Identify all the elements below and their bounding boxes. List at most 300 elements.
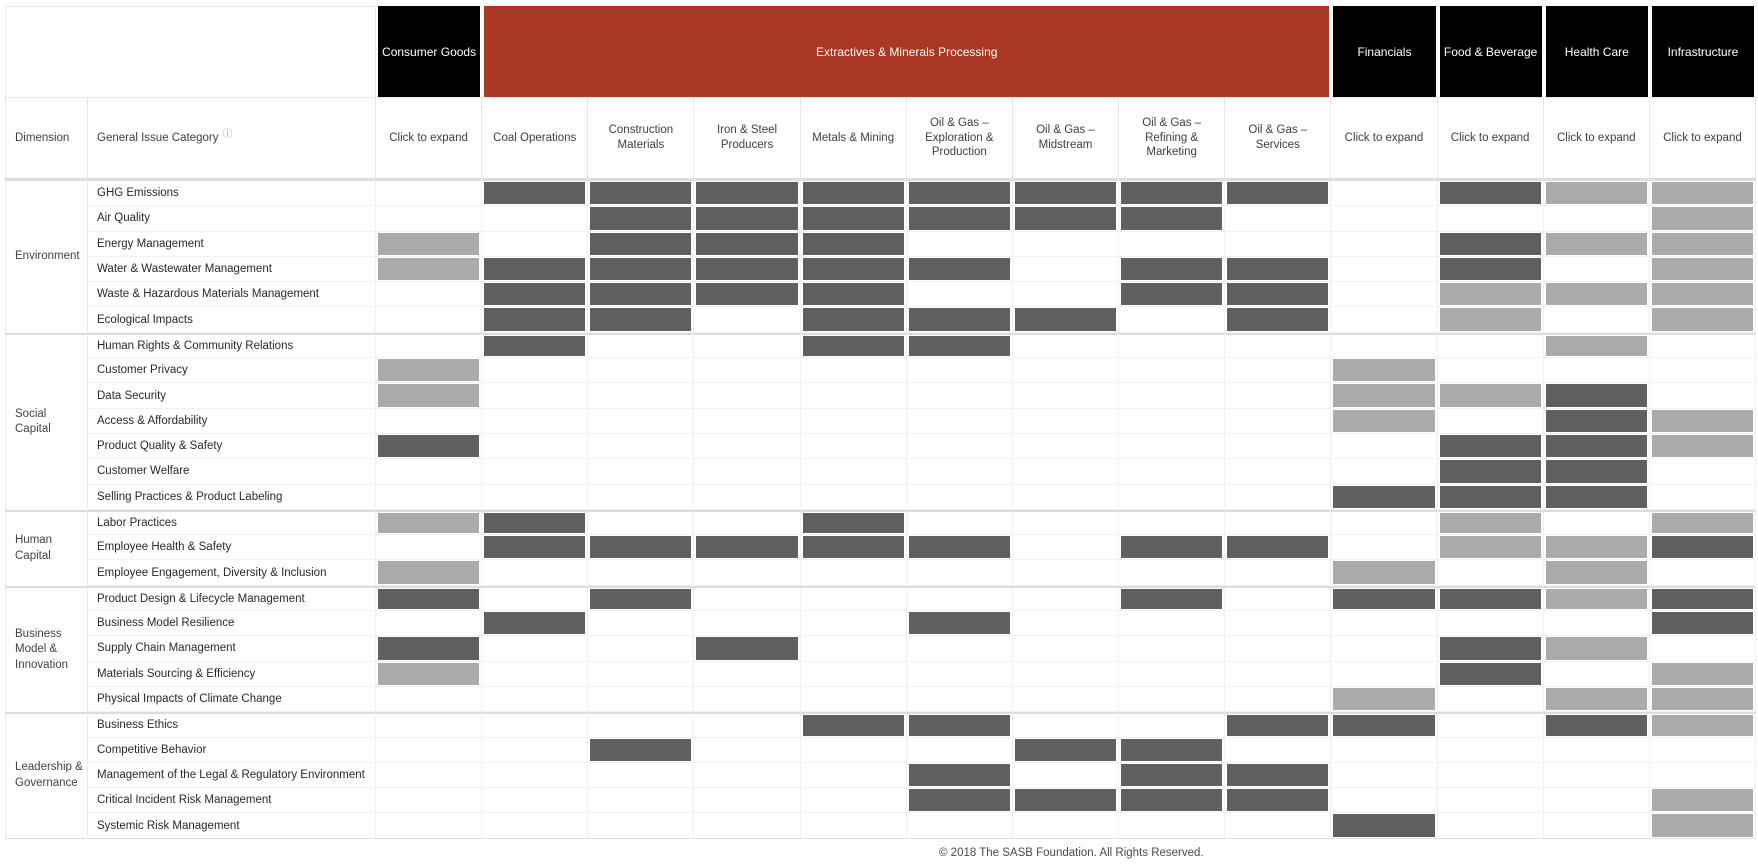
category-cell-competitive-behavior: Competitive Behavior bbox=[88, 738, 376, 763]
matrix-cell bbox=[1331, 535, 1437, 560]
matrix-cell bbox=[1331, 307, 1437, 332]
matrix-cell bbox=[588, 712, 694, 737]
matrix-cell-dark bbox=[588, 257, 694, 282]
dark-fill bbox=[1227, 182, 1328, 204]
matrix-cell-dark bbox=[907, 788, 1013, 813]
matrix-cell-dark bbox=[801, 232, 907, 257]
matrix-cell bbox=[801, 636, 907, 661]
dark-fill bbox=[590, 207, 691, 229]
dimension-cell-social-capital: Social Capital bbox=[5, 333, 88, 510]
matrix-cell bbox=[376, 763, 482, 788]
matrix-cell-light bbox=[1438, 383, 1544, 408]
column-header-coal-operations: Coal Operations bbox=[482, 97, 588, 181]
matrix-cell bbox=[694, 611, 800, 636]
matrix-cell-light bbox=[1438, 307, 1544, 332]
dark-fill bbox=[1440, 663, 1541, 685]
matrix-cell bbox=[1119, 687, 1225, 712]
matrix-cell-dark bbox=[1225, 763, 1331, 788]
matrix-cell-dark bbox=[1544, 409, 1650, 434]
matrix-cell bbox=[588, 662, 694, 687]
matrix-cell-dark bbox=[1650, 586, 1756, 611]
light-fill bbox=[1652, 688, 1753, 710]
matrix-cell bbox=[482, 662, 588, 687]
dark-fill bbox=[909, 789, 1010, 811]
matrix-cell bbox=[376, 485, 482, 510]
matrix-cell bbox=[694, 662, 800, 687]
column-header-oil-gas-refining-marketing: Oil & Gas – Refining & Marketing bbox=[1119, 97, 1225, 181]
matrix-cell bbox=[1331, 434, 1437, 459]
sector-header-consumer-goods[interactable]: Consumer Goods bbox=[378, 6, 480, 97]
matrix-cell bbox=[1013, 813, 1119, 838]
matrix-cell-light bbox=[1438, 535, 1544, 560]
matrix-cell bbox=[1331, 232, 1437, 257]
category-cell-business-ethics: Business Ethics bbox=[88, 712, 376, 737]
matrix-cell bbox=[1544, 510, 1650, 535]
matrix-cell bbox=[907, 282, 1013, 307]
light-fill bbox=[1652, 233, 1753, 255]
dark-fill bbox=[1121, 182, 1222, 204]
dark-fill bbox=[696, 182, 797, 204]
matrix-cell bbox=[1013, 485, 1119, 510]
matrix-cell-dark bbox=[1438, 257, 1544, 282]
matrix-cell bbox=[801, 409, 907, 434]
matrix-cell-dark bbox=[1438, 586, 1544, 611]
dark-fill bbox=[803, 536, 904, 558]
matrix-cell bbox=[1013, 459, 1119, 484]
matrix-cell bbox=[801, 611, 907, 636]
matrix-cell-dark bbox=[1013, 307, 1119, 332]
matrix-cell bbox=[1013, 586, 1119, 611]
matrix-cell-dark bbox=[482, 510, 588, 535]
dark-fill bbox=[803, 207, 904, 229]
category-cell-access-affordability: Access & Affordability bbox=[88, 409, 376, 434]
matrix-cell bbox=[1331, 181, 1437, 206]
matrix-cell bbox=[376, 813, 482, 838]
matrix-cell bbox=[1331, 788, 1437, 813]
matrix-cell-light bbox=[1650, 510, 1756, 535]
matrix-cell bbox=[694, 510, 800, 535]
materiality-map bbox=[5, 6, 1756, 839]
matrix-cell-dark bbox=[907, 333, 1013, 358]
matrix-cell-dark bbox=[694, 636, 800, 661]
matrix-cell bbox=[1438, 358, 1544, 383]
matrix-cell-dark bbox=[1119, 788, 1225, 813]
matrix-cell bbox=[907, 738, 1013, 763]
category-cell-business-model-resilience: Business Model Resilience bbox=[88, 611, 376, 636]
matrix-cell bbox=[1225, 409, 1331, 434]
dark-fill bbox=[1333, 814, 1434, 836]
column-header-construction-materials: Construction Materials bbox=[588, 97, 694, 181]
light-fill bbox=[1652, 789, 1753, 811]
matrix-cell bbox=[1331, 611, 1437, 636]
dark-fill bbox=[1440, 460, 1541, 482]
matrix-cell-dark bbox=[1544, 712, 1650, 737]
matrix-cell bbox=[1013, 510, 1119, 535]
matrix-cell bbox=[1119, 434, 1225, 459]
dark-fill bbox=[909, 612, 1010, 634]
matrix-cell-dark bbox=[376, 586, 482, 611]
matrix-cell-dark bbox=[1438, 232, 1544, 257]
matrix-cell-dark bbox=[1650, 611, 1756, 636]
column-header-iron-steel-producers: Iron & Steel Producers bbox=[694, 97, 800, 181]
matrix-cell bbox=[1438, 687, 1544, 712]
light-fill bbox=[1333, 359, 1434, 381]
matrix-cell bbox=[1544, 738, 1650, 763]
matrix-cell bbox=[588, 333, 694, 358]
matrix-cell bbox=[1225, 485, 1331, 510]
light-fill bbox=[1652, 435, 1753, 457]
matrix-cell bbox=[1013, 636, 1119, 661]
matrix-cell bbox=[1331, 763, 1437, 788]
matrix-cell bbox=[1650, 383, 1756, 408]
dark-fill bbox=[378, 589, 479, 609]
matrix-cell bbox=[907, 434, 1013, 459]
matrix-cell bbox=[1225, 459, 1331, 484]
matrix-cell-light bbox=[1650, 434, 1756, 459]
sector-header-food-beverage[interactable]: Food & Beverage bbox=[1440, 6, 1542, 97]
dark-fill bbox=[1121, 789, 1222, 811]
matrix-cell-light bbox=[1650, 232, 1756, 257]
matrix-cell-dark bbox=[1225, 181, 1331, 206]
matrix-cell bbox=[1225, 358, 1331, 383]
dark-fill bbox=[1121, 283, 1222, 305]
matrix-cell-light bbox=[376, 383, 482, 408]
matrix-cell-dark bbox=[907, 307, 1013, 332]
dark-fill bbox=[803, 182, 904, 204]
category-cell-water-wastewater-management: Water & Wastewater Management bbox=[88, 257, 376, 282]
matrix-cell bbox=[1544, 662, 1650, 687]
matrix-cell bbox=[482, 560, 588, 585]
matrix-cell-dark bbox=[1119, 181, 1225, 206]
matrix-cell bbox=[694, 712, 800, 737]
light-fill bbox=[1546, 589, 1647, 609]
dark-fill bbox=[1015, 182, 1116, 204]
dark-fill bbox=[803, 715, 904, 735]
matrix-cell bbox=[1013, 611, 1119, 636]
matrix-cell-light bbox=[376, 232, 482, 257]
matrix-cell bbox=[1544, 788, 1650, 813]
category-cell-labor-practices: Labor Practices bbox=[88, 510, 376, 535]
matrix-cell bbox=[1225, 738, 1331, 763]
matrix-cell bbox=[1331, 282, 1437, 307]
matrix-cell-dark bbox=[588, 282, 694, 307]
matrix-cell-light bbox=[1331, 687, 1437, 712]
light-fill bbox=[1546, 536, 1647, 558]
matrix-cell bbox=[1225, 510, 1331, 535]
dark-fill bbox=[909, 308, 1010, 330]
category-cell-ecological-impacts: Ecological Impacts bbox=[88, 307, 376, 332]
matrix-cell-dark bbox=[1225, 712, 1331, 737]
dark-fill bbox=[1546, 486, 1647, 508]
matrix-cell bbox=[801, 459, 907, 484]
matrix-cell bbox=[482, 636, 588, 661]
expand-column-financials[interactable]: Click to expand bbox=[1331, 97, 1437, 181]
matrix-cell-light bbox=[1544, 232, 1650, 257]
light-fill bbox=[378, 561, 479, 583]
dark-fill bbox=[378, 435, 479, 457]
matrix-cell-dark bbox=[1225, 788, 1331, 813]
matrix-cell bbox=[1438, 560, 1544, 585]
category-header bbox=[88, 97, 376, 181]
matrix-cell-dark bbox=[1438, 662, 1544, 687]
matrix-cell bbox=[1225, 434, 1331, 459]
light-fill bbox=[1546, 336, 1647, 356]
matrix-cell bbox=[801, 560, 907, 585]
matrix-cell-dark bbox=[376, 636, 482, 661]
matrix-cell bbox=[1438, 813, 1544, 838]
dark-fill bbox=[484, 536, 585, 558]
matrix-cell bbox=[376, 535, 482, 560]
dark-fill bbox=[484, 258, 585, 280]
matrix-cell-dark bbox=[588, 206, 694, 231]
matrix-cell bbox=[1438, 333, 1544, 358]
dark-fill bbox=[1440, 182, 1541, 204]
light-fill bbox=[1546, 283, 1647, 305]
light-fill bbox=[1652, 283, 1753, 305]
matrix-cell bbox=[694, 459, 800, 484]
dark-fill bbox=[590, 308, 691, 330]
dark-fill bbox=[1121, 207, 1222, 229]
dark-fill bbox=[1227, 764, 1328, 786]
matrix-cell bbox=[1650, 560, 1756, 585]
matrix-cell bbox=[1225, 232, 1331, 257]
matrix-cell-dark bbox=[1225, 535, 1331, 560]
dark-fill bbox=[1333, 486, 1434, 508]
dark-fill bbox=[1121, 536, 1222, 558]
expand-column-consumer-goods[interactable]: Click to expand bbox=[376, 97, 482, 181]
matrix-cell-dark bbox=[588, 535, 694, 560]
dark-fill bbox=[1227, 536, 1328, 558]
matrix-cell bbox=[482, 358, 588, 383]
matrix-cell-dark bbox=[801, 282, 907, 307]
matrix-cell-dark bbox=[1225, 282, 1331, 307]
copyright: © 2018 The SASB Foundation. All Rights Reserved. bbox=[939, 847, 1204, 859]
dark-fill bbox=[1015, 207, 1116, 229]
light-fill bbox=[1546, 561, 1647, 583]
light-fill bbox=[1440, 513, 1541, 533]
matrix-cell-light bbox=[1544, 687, 1650, 712]
matrix-cell-dark bbox=[1331, 586, 1437, 611]
matrix-cell-dark bbox=[1331, 712, 1437, 737]
matrix-cell bbox=[801, 485, 907, 510]
matrix-cell-dark bbox=[1119, 535, 1225, 560]
dark-fill bbox=[909, 207, 1010, 229]
matrix-cell-light bbox=[1331, 409, 1437, 434]
sector-header-extractives-minerals-processing[interactable]: Extractives & Minerals Processing bbox=[484, 6, 1329, 97]
matrix-cell bbox=[1013, 333, 1119, 358]
matrix-cell bbox=[694, 434, 800, 459]
dark-fill bbox=[590, 739, 691, 761]
materiality-grid bbox=[5, 6, 1756, 839]
matrix-cell-dark bbox=[1544, 485, 1650, 510]
expand-column-health-care[interactable]: Click to expand bbox=[1544, 97, 1650, 181]
light-fill bbox=[1652, 663, 1753, 685]
light-fill bbox=[1440, 308, 1541, 330]
category-cell-systemic-risk-management: Systemic Risk Management bbox=[88, 813, 376, 838]
matrix-cell bbox=[588, 788, 694, 813]
matrix-cell-dark bbox=[907, 611, 1013, 636]
dark-fill bbox=[1652, 612, 1753, 634]
matrix-cell-dark bbox=[907, 535, 1013, 560]
matrix-cell-dark bbox=[1544, 459, 1650, 484]
matrix-cell-dark bbox=[376, 434, 482, 459]
matrix-cell bbox=[694, 333, 800, 358]
matrix-cell bbox=[1331, 738, 1437, 763]
sector-header-financials[interactable]: Financials bbox=[1333, 6, 1435, 97]
matrix-cell-light bbox=[1544, 586, 1650, 611]
dark-fill bbox=[803, 258, 904, 280]
matrix-cell bbox=[1225, 383, 1331, 408]
matrix-cell bbox=[1650, 358, 1756, 383]
matrix-cell bbox=[482, 813, 588, 838]
matrix-cell bbox=[1013, 358, 1119, 383]
matrix-cell-dark bbox=[588, 586, 694, 611]
matrix-cell-dark bbox=[482, 611, 588, 636]
dark-fill bbox=[1546, 715, 1647, 735]
dark-fill bbox=[1121, 739, 1222, 761]
matrix-cell bbox=[1225, 813, 1331, 838]
matrix-cell-dark bbox=[1225, 257, 1331, 282]
light-fill bbox=[1652, 207, 1753, 229]
matrix-cell-dark bbox=[482, 181, 588, 206]
matrix-cell bbox=[1438, 206, 1544, 231]
matrix-cell-dark bbox=[801, 333, 907, 358]
dark-fill bbox=[696, 233, 797, 255]
matrix-cell bbox=[1331, 333, 1437, 358]
dark-fill bbox=[1440, 435, 1541, 457]
light-fill bbox=[378, 513, 479, 533]
sector-header-health-care[interactable]: Health Care bbox=[1546, 6, 1648, 97]
table-corner bbox=[5, 6, 376, 97]
matrix-cell-light bbox=[1331, 383, 1437, 408]
matrix-cell bbox=[1013, 282, 1119, 307]
matrix-cell bbox=[1650, 763, 1756, 788]
dark-fill bbox=[590, 182, 691, 204]
matrix-cell bbox=[694, 358, 800, 383]
matrix-cell bbox=[907, 687, 1013, 712]
matrix-cell bbox=[801, 738, 907, 763]
light-fill bbox=[1652, 410, 1753, 432]
matrix-cell-light bbox=[1650, 282, 1756, 307]
category-cell-management-of-the-legal-regulatory-environment: Management of the Legal & Regulatory Environment bbox=[88, 763, 376, 788]
dark-fill bbox=[1121, 258, 1222, 280]
matrix-cell bbox=[376, 409, 482, 434]
matrix-cell bbox=[1438, 788, 1544, 813]
matrix-cell bbox=[1438, 611, 1544, 636]
category-header-label: General Issue Category bbox=[97, 131, 219, 144]
matrix-cell bbox=[1331, 459, 1437, 484]
category-cell-supply-chain-management: Supply Chain Management bbox=[88, 636, 376, 661]
matrix-cell-light bbox=[1544, 560, 1650, 585]
matrix-cell-dark bbox=[1438, 181, 1544, 206]
matrix-cell bbox=[907, 232, 1013, 257]
dark-fill bbox=[484, 612, 585, 634]
dark-fill bbox=[590, 283, 691, 305]
matrix-cell bbox=[1544, 813, 1650, 838]
column-header-oil-gas-midstream: Oil & Gas – Midstream bbox=[1013, 97, 1119, 181]
matrix-cell-dark bbox=[907, 206, 1013, 231]
matrix-cell bbox=[1438, 409, 1544, 434]
expand-column-food-beverage[interactable]: Click to expand bbox=[1438, 97, 1544, 181]
dark-fill bbox=[1227, 715, 1328, 735]
matrix-cell-dark bbox=[694, 282, 800, 307]
matrix-cell-light bbox=[1650, 307, 1756, 332]
matrix-cell bbox=[588, 510, 694, 535]
dark-fill bbox=[909, 536, 1010, 558]
category-cell-critical-incident-risk-management: Critical Incident Risk Management bbox=[88, 788, 376, 813]
category-cell-product-quality-safety: Product Quality & Safety bbox=[88, 434, 376, 459]
matrix-cell bbox=[801, 383, 907, 408]
matrix-cell-light bbox=[376, 510, 482, 535]
matrix-cell bbox=[1119, 662, 1225, 687]
matrix-cell bbox=[588, 636, 694, 661]
matrix-cell bbox=[1225, 611, 1331, 636]
matrix-cell-light bbox=[1438, 510, 1544, 535]
light-fill bbox=[1546, 688, 1647, 710]
matrix-cell bbox=[376, 333, 482, 358]
matrix-cell bbox=[694, 560, 800, 585]
dark-fill bbox=[590, 233, 691, 255]
matrix-cell bbox=[482, 459, 588, 484]
dark-fill bbox=[803, 283, 904, 305]
matrix-cell-dark bbox=[907, 257, 1013, 282]
column-header-oil-gas-services: Oil & Gas – Services bbox=[1225, 97, 1331, 181]
matrix-cell bbox=[801, 358, 907, 383]
expand-column-infrastructure[interactable]: Click to expand bbox=[1650, 97, 1756, 181]
matrix-cell bbox=[1225, 687, 1331, 712]
matrix-cell bbox=[801, 586, 907, 611]
matrix-cell-dark bbox=[1438, 485, 1544, 510]
matrix-cell-light bbox=[1544, 535, 1650, 560]
matrix-cell-light bbox=[1650, 712, 1756, 737]
dark-fill bbox=[1015, 739, 1116, 761]
matrix-cell bbox=[1544, 763, 1650, 788]
dark-fill bbox=[1546, 410, 1647, 432]
matrix-cell bbox=[907, 636, 1013, 661]
dark-fill bbox=[1121, 589, 1222, 609]
matrix-cell-light bbox=[1650, 788, 1756, 813]
matrix-cell bbox=[482, 586, 588, 611]
matrix-cell bbox=[694, 687, 800, 712]
dark-fill bbox=[484, 336, 585, 356]
dark-fill bbox=[696, 536, 797, 558]
matrix-cell bbox=[1119, 459, 1225, 484]
matrix-cell-dark bbox=[1225, 307, 1331, 332]
matrix-cell-dark bbox=[588, 232, 694, 257]
light-fill bbox=[1333, 410, 1434, 432]
matrix-cell-dark bbox=[801, 510, 907, 535]
matrix-cell-light bbox=[1331, 560, 1437, 585]
matrix-cell bbox=[1438, 763, 1544, 788]
dark-fill bbox=[803, 513, 904, 533]
matrix-cell-dark bbox=[801, 257, 907, 282]
matrix-cell-light bbox=[1650, 409, 1756, 434]
matrix-cell bbox=[1119, 232, 1225, 257]
matrix-cell-dark bbox=[694, 535, 800, 560]
matrix-cell-light bbox=[1650, 206, 1756, 231]
matrix-cell bbox=[482, 687, 588, 712]
matrix-cell-light bbox=[376, 358, 482, 383]
matrix-cell bbox=[907, 510, 1013, 535]
dimension-cell-environment: Environment bbox=[5, 181, 88, 333]
sector-header-infrastructure[interactable]: Infrastructure bbox=[1652, 6, 1754, 97]
light-fill bbox=[1652, 715, 1753, 735]
matrix-cell-dark bbox=[482, 282, 588, 307]
category-cell-customer-welfare: Customer Welfare bbox=[88, 459, 376, 484]
light-fill bbox=[1652, 258, 1753, 280]
matrix-cell bbox=[588, 485, 694, 510]
info-icon[interactable]: ⓘ bbox=[222, 128, 233, 140]
